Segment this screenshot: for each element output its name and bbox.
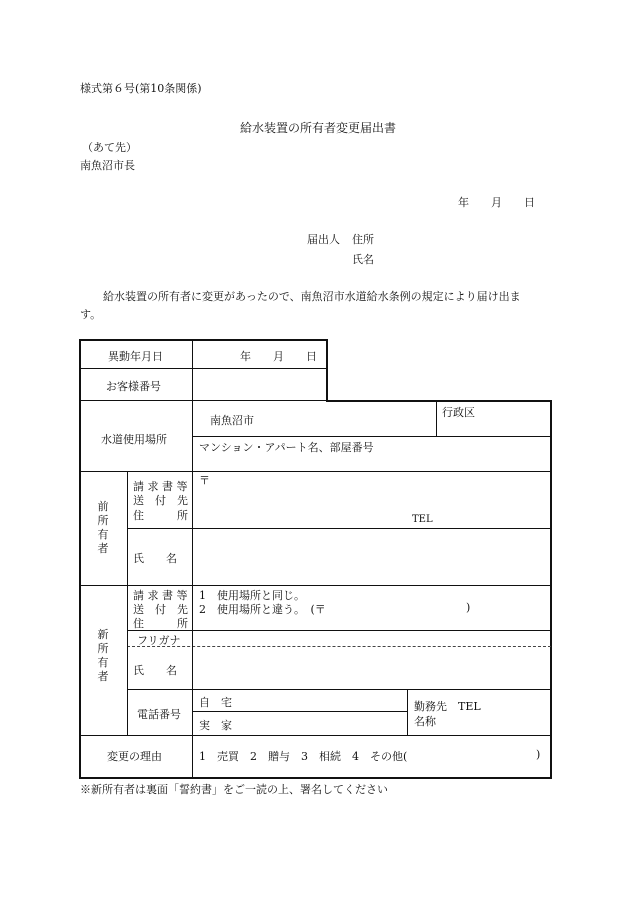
furigana-label: フリガナ (137, 634, 181, 647)
home-phone-label: 自 宅 (199, 696, 232, 709)
col-line-sub-prev (192, 586, 193, 631)
prev-tel-label: TEL (412, 514, 433, 525)
different-location-option[interactable]: 2 使用場所と違う。 (〒 (199, 603, 326, 616)
prev-postal-mark: 〒 (199, 474, 210, 487)
prev-billing-label-1: 請 求 書 等 (133, 480, 188, 493)
reason-options[interactable]: 1 売買 2 贈与 3 相続 4 その他( (199, 750, 408, 763)
addressee-prefix: （あて先） (82, 141, 137, 154)
row-line-4 (80, 585, 551, 586)
row-line-phone-mid (192, 711, 407, 712)
location-label: 水道使用場所 (101, 433, 167, 446)
prev-billing-label-3: 住 所 (133, 509, 188, 522)
row-line-prev-mid (127, 528, 551, 529)
addressee: 南魚沼市長 (80, 159, 135, 172)
col-line-sub (127, 471, 128, 736)
row-line-5 (80, 735, 551, 736)
table-border-bottom (79, 777, 552, 779)
row-line-new-name (127, 689, 551, 690)
workplace-name-label: 名称 (414, 715, 436, 728)
applicant-label: 届出人 (307, 233, 340, 246)
customer-number-field[interactable] (194, 370, 325, 399)
reason-close-paren: ) (536, 748, 541, 761)
applicant-address-label: 住所 (352, 233, 374, 246)
table-border-top-left (79, 339, 328, 341)
table-border-left (79, 339, 81, 779)
row-line-2 (80, 400, 327, 401)
row-line-3 (80, 471, 551, 472)
prev-billing-label-2: 送 付 先 (133, 494, 188, 507)
workplace-tel-label: 勤務先 TEL (414, 700, 481, 713)
furigana-dashed-line (127, 646, 551, 647)
customer-number-label: お客様番号 (106, 380, 161, 393)
row-line-new-addr (127, 630, 551, 631)
apartment-label: マンション・アパート名、部屋番号 (199, 441, 374, 454)
different-location-close-paren: ) (466, 601, 471, 614)
prev-name-label: 氏 名 (133, 552, 177, 565)
col-line-main (192, 340, 193, 586)
change-date-label: 異動年月日 (108, 350, 163, 363)
new-billing-label-3: 住 所 (133, 617, 188, 630)
row-line-1 (80, 368, 327, 369)
col-line-district (436, 401, 437, 437)
page-title: 給水装置の所有者変更届出書 (240, 121, 397, 135)
new-billing-label-1: 請 求 書 等 (133, 589, 188, 602)
new-name-label: 氏 名 (133, 664, 177, 677)
new-owner-label: 新所有者 (97, 628, 109, 683)
location-city: 南魚沼市 (210, 414, 254, 427)
col-line-main-2 (192, 630, 193, 778)
form-number: 様式第６号(第10条関係) (80, 82, 202, 95)
new-billing-label-2: 送 付 先 (133, 603, 188, 616)
col-line-work (407, 689, 408, 736)
same-location-option[interactable]: 1 使用場所と同じ。 (199, 589, 305, 602)
body-text-line2: す。 (80, 308, 102, 321)
submission-date: 年 月 日 (458, 196, 535, 209)
change-date-field[interactable]: 年 月 日 (240, 350, 317, 363)
family-home-phone-label: 実 家 (199, 719, 232, 732)
applicant-name-label: 氏名 (352, 253, 374, 266)
reason-label: 変更の理由 (107, 750, 162, 763)
table-border-top-right (326, 400, 552, 402)
row-line-location-mid (192, 436, 551, 437)
phone-label: 電話番号 (137, 708, 181, 721)
footnote: ※新所有者は裏面「誓約書」をご一読の上、署名してください (80, 783, 388, 796)
table-border-right (550, 400, 552, 779)
table-border-top-step-v (326, 339, 328, 401)
body-text-line1: 給水装置の所有者に変更があったので、南魚沼市水道給水条例の規定により届け出ま (103, 290, 521, 303)
previous-owner-label: 前所有者 (97, 500, 109, 555)
district-label: 行政区 (442, 406, 475, 419)
